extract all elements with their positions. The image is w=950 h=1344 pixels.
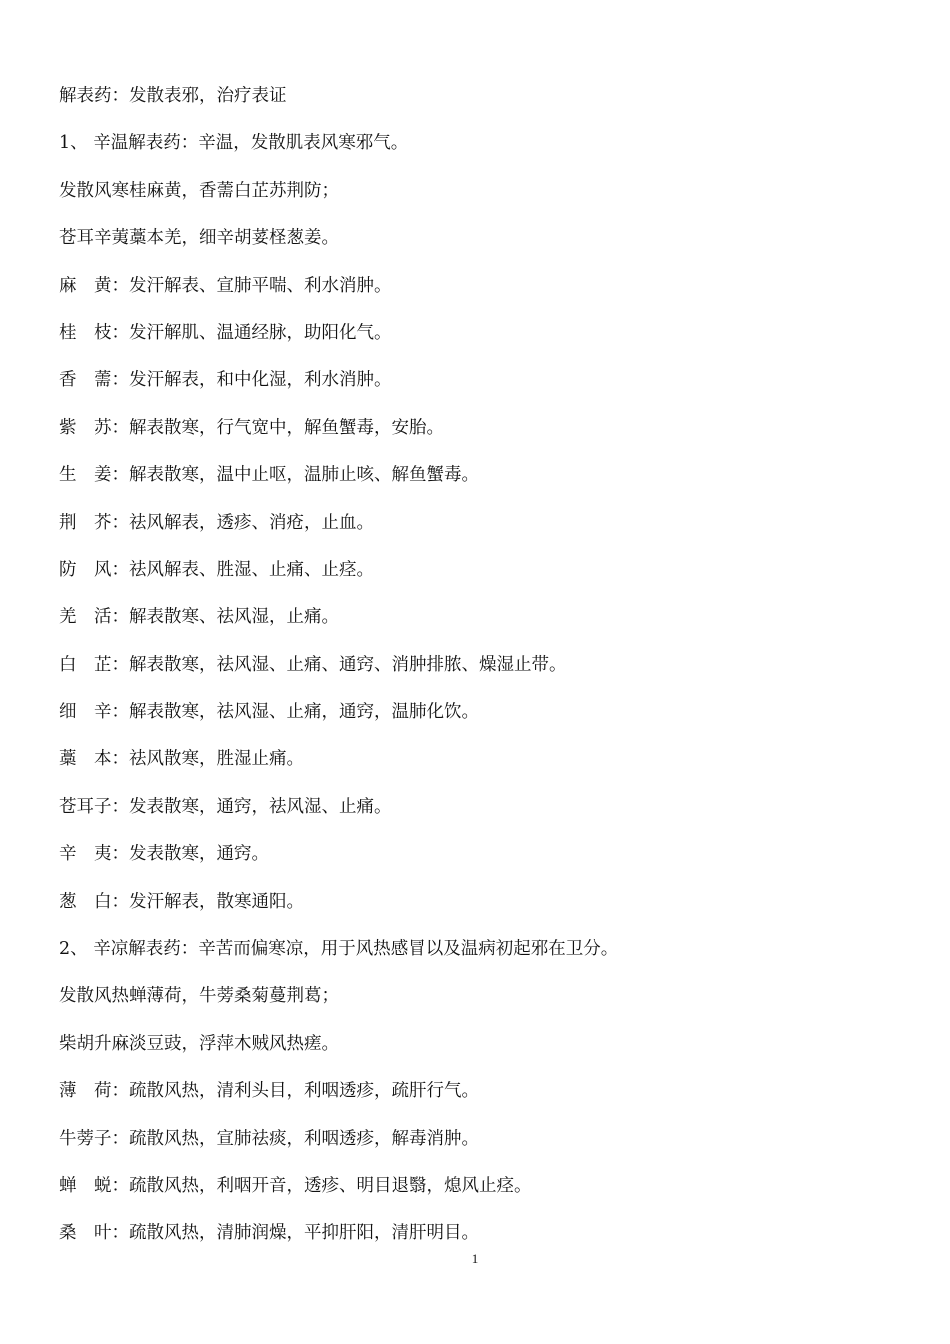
verse-line: 发散风寒桂麻黄，香薷白芷苏荆防； [59, 180, 339, 201]
section-heading: 2、 辛凉解表药：辛苦而偏寒凉，用于风热感冒以及温病初起邪在卫分。 [59, 939, 619, 960]
herb-entry: 麻 黄：发汗解表、宣肺平喘、利水消肿。 [59, 275, 392, 296]
herb-entry: 防 风：祛风解表、胜湿、止痛、止痉。 [59, 559, 374, 580]
text-body [59, 84, 899, 1269]
herb-entry: 紫 苏：解表散寒，行气宽中，解鱼蟹毒，安胎。 [59, 417, 444, 438]
verse-line: 苍耳辛荑藁本羌，细辛胡荽柽葱姜。 [59, 228, 339, 249]
herb-entry: 蝉 蜕：疏散风热，利咽开音，透疹、明目退翳，熄风止痉。 [59, 1175, 532, 1196]
herb-entry: 羌 活：解表散寒、祛风湿，止痛。 [59, 607, 339, 628]
herb-entry: 细 辛：解表散寒，祛风湿、止痛，通窍，温肺化饮。 [59, 702, 479, 723]
herb-entry: 桑 叶：疏散风热，清肺润燥，平抑肝阳，清肝明目。 [59, 1223, 479, 1244]
herb-entry: 生 姜：解表散寒，温中止呕，温肺止咳、解鱼蟹毒。 [59, 465, 479, 486]
herb-entry: 香 薷：发汗解表，和中化湿，利水消肿。 [59, 370, 392, 391]
page-number: 1 [471, 1251, 479, 1266]
heading-line: 解表药：发散表邪，治疗表证 [59, 86, 287, 106]
herb-entry: 葱 白：发汗解表，散寒通阳。 [59, 891, 304, 912]
herb-entry: 白 芷：解表散寒，祛风湿、止痛、通窍、消肿排脓、燥湿止带。 [59, 654, 567, 675]
section-heading: 1、 辛温解表药：辛温，发散肌表风寒邪气。 [59, 133, 409, 154]
herb-entry: 牛蒡子：疏散风热，宣肺祛痰，利咽透疹，解毒消肿。 [59, 1128, 479, 1149]
herb-entry: 藁 本：祛风散寒，胜湿止痛。 [59, 749, 304, 770]
herb-entry: 辛 夷：发表散寒，通窍。 [59, 844, 269, 865]
herb-entry: 荆 芥：祛风解表，透疹、消疮，止血。 [59, 512, 374, 533]
verse-line: 发散风热蝉薄荷，牛蒡桑菊蔓荆葛； [59, 986, 339, 1007]
herb-entry: 苍耳子：发表散寒，通窍，祛风湿、止痛。 [59, 796, 392, 817]
herb-entry: 桂 枝：发汗解肌、温通经脉，助阳化气。 [59, 322, 392, 343]
herb-entry: 薄 荷：疏散风热，清利头目，利咽透疹，疏肝行气。 [59, 1081, 479, 1102]
verse-line: 柴胡升麻淡豆豉，浮萍木贼风热瘥。 [59, 1033, 339, 1054]
